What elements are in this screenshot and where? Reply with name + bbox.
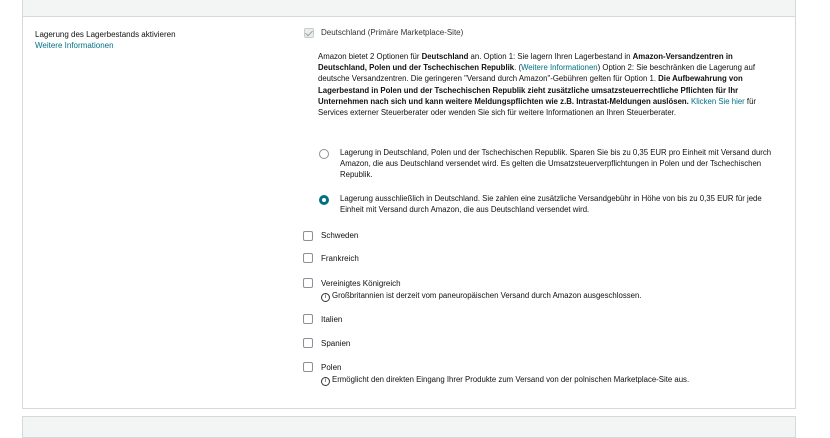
country-label-polen: Polen [321,363,342,372]
uk-exclusion-note: i Großbritannien ist derzeit vom paneuropäischen Versand durch Amazon ausgeschlossen. [321,291,641,302]
primary-marketplace-checkbox[interactable] [304,28,314,38]
info-icon: i [321,293,330,302]
country-checkbox-frankreich[interactable] [303,253,313,263]
country-label-vereinigtes-koenigreich: Vereinigtes Königreich [321,279,401,288]
country-label-frankreich: Frankreich [321,254,359,263]
country-checkbox-schweden[interactable] [303,231,313,241]
option-storage-de-only-radio[interactable] [319,195,329,205]
country-checkbox-vereinigtes-koenigreich[interactable] [303,278,313,288]
setting-title: Lagerung des Lagerbestands aktivieren [35,30,176,39]
option-storage-de-pl-cz-text: Lagerung in Deutschland, Polen und der Tschechischen Republik. Sparen Sie bis zu 0,35 EUR pro Einheit mit Versand durch Amazon, die aus Deutschland versendet wird. Es gelten die Umsatzsteuerverpflichtungen in Polen und der Tschechischen Republik. [340,148,772,179]
more-info-link[interactable]: Weitere Informationen [35,41,114,50]
country-label-schweden: Schweden [321,231,359,240]
country-label-spanien: Spanien [321,339,351,348]
tax-advisor-link[interactable]: Klicken Sie hier [691,96,745,106]
previous-section-card [22,0,796,17]
primary-marketplace-label: Deutschland (Primäre Marketplace-Site) [321,28,464,37]
country-checkbox-spanien[interactable] [303,338,313,348]
country-checkbox-polen[interactable] [303,362,313,372]
option-storage-de-only-text: Lagerung ausschließlich in Deutschland. Sie zahlen eine zusätzliche Versandgebühr in Höhe von bis zu 0,35 EUR für jede Einheit mit Versand durch Amazon, die aus Deutschland versendet wird. [340,194,762,214]
option-storage-de-pl-cz-radio[interactable] [319,149,329,159]
next-section-card [22,416,796,438]
description-more-info-link[interactable]: Weitere Informationen [521,63,598,73]
country-checkbox-italien[interactable] [303,314,313,324]
storage-description: Amazon bietet 2 Optionen für Deutschland an. Option 1: Sie lagern Ihren Lagerbestand in Amazon-Versandzentren in Deutschland, Polen und der Tschechischen Republik. (Weitere Informationen) Option 2: Sie beschränken die Lagerung auf deutsche Versandzentren. Die geringeren "Versand durch Amazon"-Gebühren gelten für Option 1. Die Aufbewahrung von Lagerbestand in Polen und der Tschechischen Republik zieht zusätzliche umsatzsteuerrechtliche Pflichten für Ihr Unternehmen nach sich und kann weitere Meldungspflichten wie z.B. Intrastat-Meldungen auslösen. Klicken Sie hier für Services externer Steuerberater oder wenden Sie sich für weitere Informationen an Ihren Steuerberater. [318,52,757,118]
info-icon: i [321,377,330,386]
polen-note: i Ermöglicht den direkten Eingang Ihrer Produkte zum Versand von der polnischen Marketplace-Site aus. [321,375,689,386]
country-label-italien: Italien [321,315,343,324]
